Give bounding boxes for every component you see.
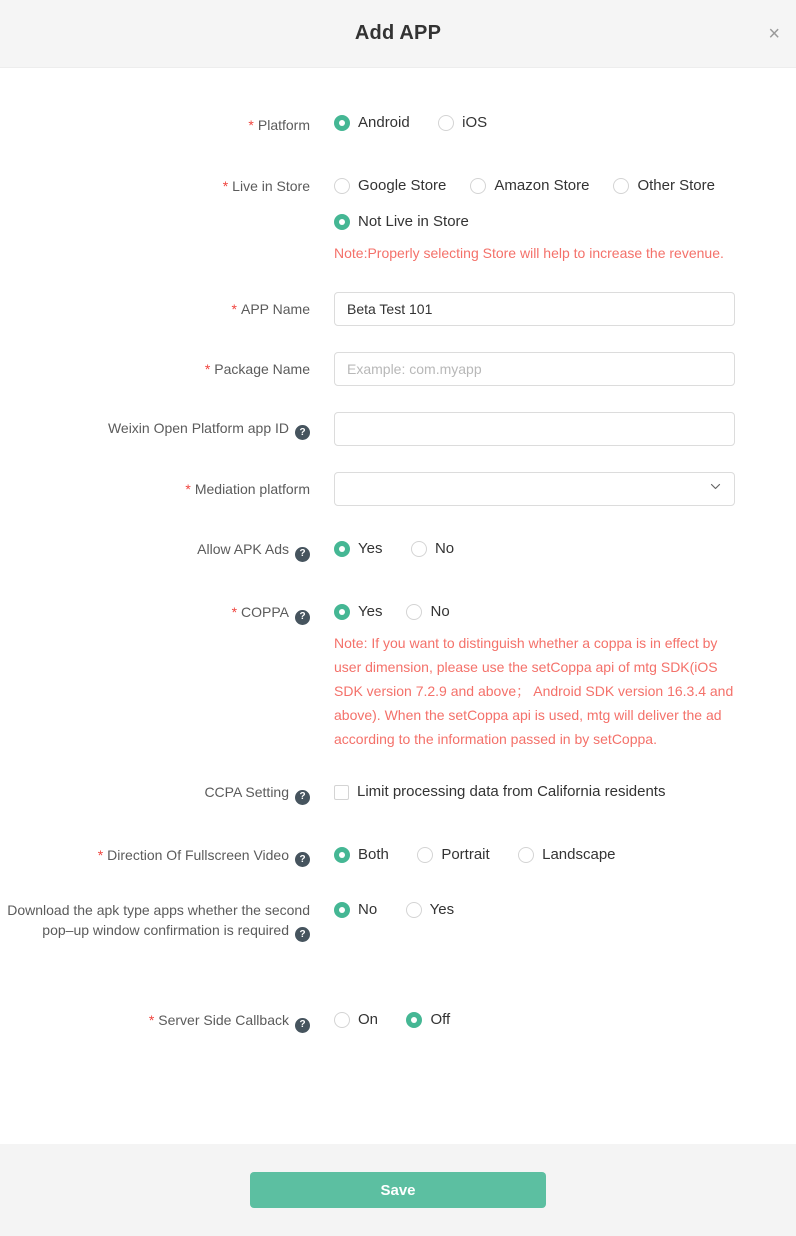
- coppa-note: Note: If you want to distinguish whether a coppa is in effect by user dimension, please use the setCoppa api of mtg SDK(iOS SDK version 7.2.9 and above； Android SDK version 16.3.4 and above). When the setCoppa api is used, mtg will deliver the ad according to the information passed in by setCoppa.: [334, 635, 734, 747]
- radio-selected-icon: [334, 214, 350, 230]
- dialog-footer: [0, 1144, 796, 1236]
- radio-option-apk-confirm-yes[interactable]: Yes: [406, 900, 454, 920]
- help-icon[interactable]: ?: [295, 852, 310, 867]
- radio-unselected-icon: [406, 604, 422, 620]
- required-asterisk: *: [222, 178, 229, 194]
- help-icon[interactable]: ?: [295, 790, 310, 805]
- row-ccpa-setting: [0, 782, 796, 805]
- field-label-allow-apk-ads: Allow APK Ads ?: [0, 539, 310, 562]
- package-name-input[interactable]: [334, 352, 735, 386]
- required-asterisk: *: [248, 116, 254, 133]
- radio-option-callback-on[interactable]: On: [334, 1010, 378, 1030]
- live-in-store-options: [334, 176, 735, 264]
- row-allow-apk-ads: [0, 539, 796, 562]
- radio-option-apk-ads-no[interactable]: No: [411, 539, 454, 559]
- dialog-title: Add APP: [354, 22, 442, 44]
- form-body: [0, 68, 796, 1144]
- radio-unselected-icon: [438, 115, 454, 131]
- checkbox-unchecked-icon: [334, 785, 349, 800]
- row-live-in-store: [0, 176, 796, 264]
- row-server-side-callback: [0, 1010, 796, 1033]
- field-label-app-name: * APP Name: [231, 301, 310, 317]
- app-name-input[interactable]: [334, 292, 735, 326]
- required-asterisk: *: [231, 604, 238, 620]
- radio-option-coppa-no[interactable]: No: [406, 602, 449, 622]
- help-icon[interactable]: ?: [295, 1018, 310, 1033]
- server-callback-options: [334, 1010, 450, 1033]
- required-asterisk: *: [185, 481, 191, 497]
- radio-selected-icon: [406, 1012, 422, 1028]
- radio-selected-icon: [334, 115, 350, 131]
- radio-unselected-icon: [470, 178, 486, 194]
- weixin-app-id-input[interactable]: [334, 412, 735, 446]
- row-platform: [0, 113, 796, 136]
- radio-option-callback-off[interactable]: Off: [406, 1010, 450, 1030]
- field-label-server-side-callback: * Server Side Callback ?: [0, 1010, 310, 1033]
- radio-option-ios[interactable]: iOS: [438, 113, 487, 133]
- radio-unselected-icon: [334, 1012, 350, 1028]
- row-apk-second-popup-confirm: [0, 900, 796, 943]
- close-icon[interactable]: ×: [768, 22, 780, 45]
- row-package-name: [0, 352, 796, 386]
- radio-option-direction-landscape[interactable]: Landscape: [518, 845, 615, 865]
- required-asterisk: *: [204, 361, 211, 377]
- row-coppa: [0, 602, 796, 751]
- field-label-package-name: * Package Name: [204, 361, 310, 377]
- radio-option-direction-portrait[interactable]: Portrait: [417, 845, 489, 865]
- radio-selected-icon: [334, 902, 350, 918]
- field-label-mediation-platform: * Mediation platform: [185, 481, 310, 497]
- field-label-fullscreen-video-direction: * Direction Of Fullscreen Video ?: [0, 845, 310, 868]
- field-label-live-in-store: * Live in Store: [222, 178, 310, 194]
- apk-confirm-options: [334, 900, 454, 923]
- radio-unselected-icon: [613, 178, 629, 194]
- save-button[interactable]: Save: [250, 1172, 546, 1208]
- coppa-options: [334, 602, 735, 751]
- radio-option-google-store[interactable]: Google Store: [334, 176, 446, 196]
- store-note: Note:Properly selecting Store will help to increase the revenue.: [334, 245, 724, 261]
- help-icon[interactable]: ?: [295, 547, 310, 562]
- radio-unselected-icon: [411, 541, 427, 557]
- direction-options: [334, 845, 616, 868]
- help-icon[interactable]: ?: [295, 610, 310, 625]
- required-asterisk: *: [148, 1012, 155, 1029]
- row-weixin-app-id: [0, 412, 796, 446]
- mediation-platform-select[interactable]: [334, 472, 735, 506]
- radio-selected-icon: [334, 847, 350, 863]
- row-fullscreen-video-direction: [0, 845, 796, 868]
- row-app-name: [0, 292, 796, 326]
- platform-options: [334, 113, 487, 136]
- radio-option-android[interactable]: Android: [334, 113, 410, 133]
- field-label-apk-second-popup-confirm: Download the apk type apps whether the second pop–up window confirmation is required ?: [0, 900, 310, 943]
- radio-unselected-icon: [334, 178, 350, 194]
- ccpa-checkbox-option[interactable]: Limit processing data from California residents: [334, 782, 665, 802]
- radio-selected-icon: [334, 604, 350, 620]
- required-asterisk: *: [97, 846, 104, 863]
- field-label-platform: * Platform: [248, 116, 310, 133]
- field-label-weixin-app-id: Weixin Open Platform app ID ?: [0, 418, 310, 441]
- radio-unselected-icon: [518, 847, 534, 863]
- radio-option-apk-ads-yes[interactable]: Yes: [334, 539, 382, 559]
- help-icon[interactable]: ?: [295, 425, 310, 440]
- row-mediation-platform: [0, 472, 796, 506]
- radio-option-other-store[interactable]: Other Store: [613, 176, 715, 196]
- radio-option-amazon-store[interactable]: Amazon Store: [470, 176, 589, 196]
- radio-option-direction-both[interactable]: Both: [334, 845, 389, 865]
- dialog-header: [0, 0, 796, 68]
- radio-option-apk-confirm-no[interactable]: No: [334, 900, 377, 920]
- radio-option-not-live-in-store[interactable]: Not Live in Store: [334, 212, 469, 232]
- required-asterisk: *: [231, 301, 237, 317]
- field-label-coppa: * COPPA ?: [0, 602, 310, 625]
- field-label-ccpa-setting: CCPA Setting ?: [0, 782, 310, 805]
- radio-unselected-icon: [417, 847, 433, 863]
- radio-unselected-icon: [406, 902, 422, 918]
- allow-apk-ads-options: [334, 539, 454, 562]
- chevron-down-icon: [709, 480, 722, 498]
- radio-option-coppa-yes[interactable]: Yes: [334, 602, 382, 622]
- help-icon[interactable]: ?: [295, 927, 310, 942]
- radio-selected-icon: [334, 541, 350, 557]
